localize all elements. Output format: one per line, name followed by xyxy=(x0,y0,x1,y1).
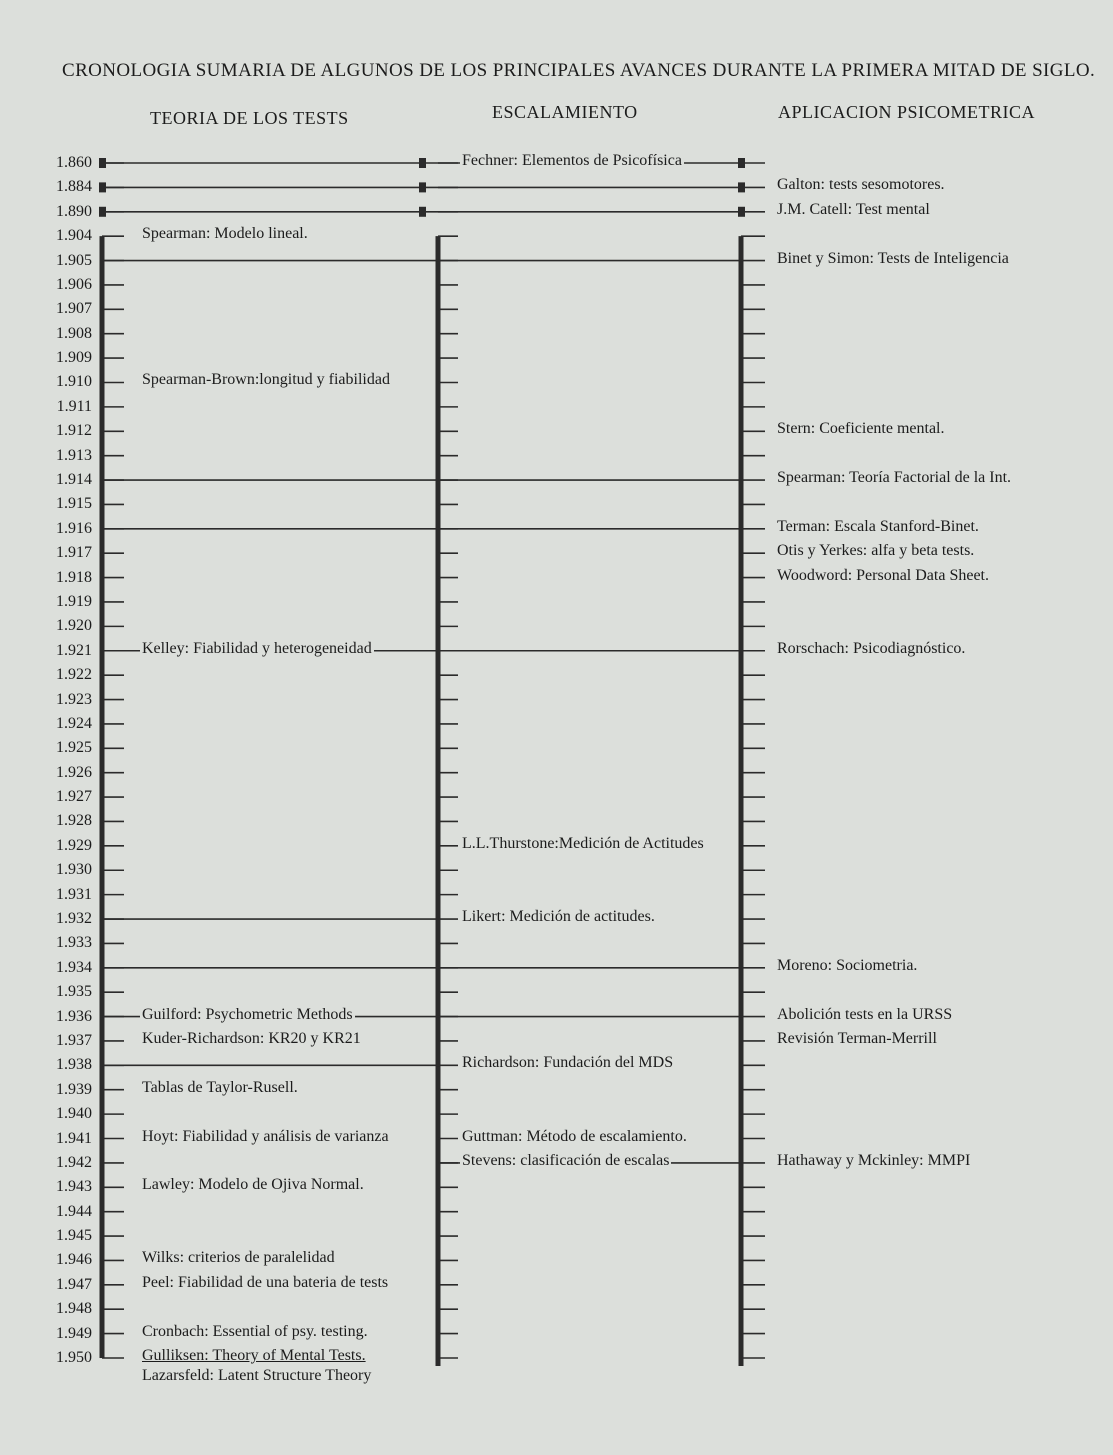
year-label: 1.908 xyxy=(56,324,92,342)
year-label: 1.948 xyxy=(56,1300,92,1318)
year-label: 1.947 xyxy=(56,1275,92,1293)
teoria-event-label: Spearman: Modelo lineal. xyxy=(142,225,308,243)
teoria-event-label: Hoyt: Fiabilidad y análisis de varianza xyxy=(142,1127,389,1145)
teoria-event-label: Gulliksen: Theory of Mental Tests. xyxy=(142,1347,366,1364)
bullet-marker xyxy=(99,158,106,168)
year-label: 1.923 xyxy=(56,690,92,708)
column-header-escalamiento: ESCALAMIENTO xyxy=(492,102,638,122)
year-label: 1.919 xyxy=(56,592,92,610)
teoria-event-label: Tablas de Taylor-Rusell. xyxy=(142,1078,298,1096)
year-label: 1.921 xyxy=(56,641,92,659)
year-label: 1.907 xyxy=(56,300,92,318)
year-label: 1.920 xyxy=(56,617,92,635)
escalamiento-event-label: L.L.Thurstone:Medición de Actitudes xyxy=(462,834,704,852)
year-label: 1.906 xyxy=(56,275,92,293)
year-label: 1.944 xyxy=(56,1202,92,1220)
year-label: 1.950 xyxy=(56,1349,92,1366)
column-header-aplicacion: APLICACION PSICOMETRICA xyxy=(778,102,1036,122)
year-label: 1.929 xyxy=(56,836,92,854)
year-label: 1.945 xyxy=(56,1227,92,1245)
teoria-event-label: Lawley: Modelo de Ojiva Normal. xyxy=(142,1176,364,1194)
year-label: 1.905 xyxy=(56,251,92,269)
column-header-teoria: TEORIA DE LOS TESTS xyxy=(150,108,349,128)
year-label: 1.938 xyxy=(56,1056,92,1074)
year-label: 1.949 xyxy=(56,1324,92,1342)
aplicacion-event-label: Hathaway y Mckinley: MMPI xyxy=(777,1151,971,1169)
page-title: CRONOLOGIA SUMARIA DE ALGUNOS DE LOS PRINCIPALES AVANCES DURANTE LA PRIMERA MITAD DE SIGLO. xyxy=(62,60,1096,81)
year-label: 1.925 xyxy=(56,739,92,757)
year-label: 1.941 xyxy=(56,1129,92,1147)
aplicacion-event-label: J.M. Catell: Test mental xyxy=(777,200,930,218)
year-label: 1.936 xyxy=(56,1007,92,1025)
aplicacion-event-label: Stern: Coeficiente mental. xyxy=(777,420,945,438)
bullet-marker xyxy=(99,207,106,217)
year-label: 1.939 xyxy=(56,1080,92,1098)
aplicacion-event-label: Binet y Simon: Tests de Inteligencia xyxy=(777,249,1009,267)
year-label: 1.942 xyxy=(56,1153,92,1171)
year-label: 1.932 xyxy=(56,910,92,928)
teoria-event-label: Kuder-Richardson: KR20 y KR21 xyxy=(142,1029,361,1047)
bullet-marker xyxy=(99,182,106,192)
aplicacion-event-label: Galton: tests sesomotores. xyxy=(777,176,945,194)
escalamiento-event-label: Richardson: Fundación del MDS xyxy=(462,1054,674,1072)
year-label: 1.911 xyxy=(56,397,92,415)
year-label: 1.884 xyxy=(56,178,92,196)
escalamiento-event-label: Likert: Medición de actitudes. xyxy=(462,908,655,926)
year-label: 1.909 xyxy=(56,349,92,367)
bullet-marker xyxy=(419,182,426,192)
year-label: 1.924 xyxy=(56,714,92,732)
escalamiento-event-label: Stevens: clasificación de escalas xyxy=(462,1151,670,1169)
bullet-marker xyxy=(738,182,745,192)
year-label: 1.935 xyxy=(56,983,92,1001)
year-label: 1.915 xyxy=(56,495,92,513)
year-label: 1.928 xyxy=(56,812,92,830)
year-label: 1.890 xyxy=(56,202,92,220)
year-label: 1.913 xyxy=(56,446,92,464)
aplicacion-event-label: Abolición tests en la URSS xyxy=(777,1005,953,1023)
year-label: 1.943 xyxy=(56,1178,92,1196)
teoria-event-label: Peel: Fiabilidad de una bateria de tests xyxy=(142,1273,389,1291)
aplicacion-event-label: Revisión Terman-Merrill xyxy=(777,1029,937,1047)
teoria-event-label: Lazarsfeld: Latent Structure Theory xyxy=(142,1367,372,1384)
bullet-marker xyxy=(738,207,745,217)
year-label: 1.946 xyxy=(56,1251,92,1269)
year-label: 1.914 xyxy=(56,471,92,489)
bullet-marker xyxy=(419,207,426,217)
teoria-event-label: Cronbach: Essential of psy. testing. xyxy=(142,1322,368,1340)
year-label: 1.926 xyxy=(56,763,92,781)
year-label: 1.904 xyxy=(56,227,92,245)
year-label: 1.934 xyxy=(56,958,92,976)
escalamiento-event-label: Guttman: Método de escalamiento. xyxy=(462,1127,687,1145)
year-label: 1.927 xyxy=(56,788,92,806)
aplicacion-event-label: Moreno: Sociometria. xyxy=(777,956,918,974)
aplicacion-event-label: Spearman: Teoría Factorial de la Int. xyxy=(777,469,1012,487)
teoria-event-label: Guilford: Psychometric Methods xyxy=(142,1005,353,1023)
year-label: 1.940 xyxy=(56,1105,92,1123)
aplicacion-event-label: Woodword: Personal Data Sheet. xyxy=(777,566,989,584)
teoria-event-label: Kelley: Fiabilidad y heterogeneidad xyxy=(142,639,372,657)
year-label: 1.910 xyxy=(56,373,92,391)
aplicacion-event-label: Rorschach: Psicodiagnóstico. xyxy=(777,639,966,657)
aplicacion-event-label: Otis y Yerkes: alfa y beta tests. xyxy=(777,542,975,560)
year-label: 1.918 xyxy=(56,568,92,586)
year-label: 1.917 xyxy=(56,544,92,562)
teoria-event-label: Spearman-Brown:longitud y fiabilidad xyxy=(142,371,390,389)
bullet-marker xyxy=(738,158,745,168)
year-label: 1.922 xyxy=(56,666,92,684)
bullet-marker xyxy=(419,158,426,168)
year-label: 1.860 xyxy=(56,154,92,171)
year-label: 1.933 xyxy=(56,934,92,952)
teoria-event-label: Wilks: criterios de paralelidad xyxy=(142,1249,335,1267)
year-label: 1.931 xyxy=(56,885,92,903)
year-label: 1.912 xyxy=(56,422,92,440)
aplicacion-event-label: Terman: Escala Stanford-Binet. xyxy=(777,517,979,535)
year-label: 1.937 xyxy=(56,1031,92,1049)
year-label: 1.916 xyxy=(56,519,92,537)
escalamiento-event-label: Fechner: Elementos de Psicofísica xyxy=(462,152,682,169)
year-label: 1.930 xyxy=(56,861,92,879)
